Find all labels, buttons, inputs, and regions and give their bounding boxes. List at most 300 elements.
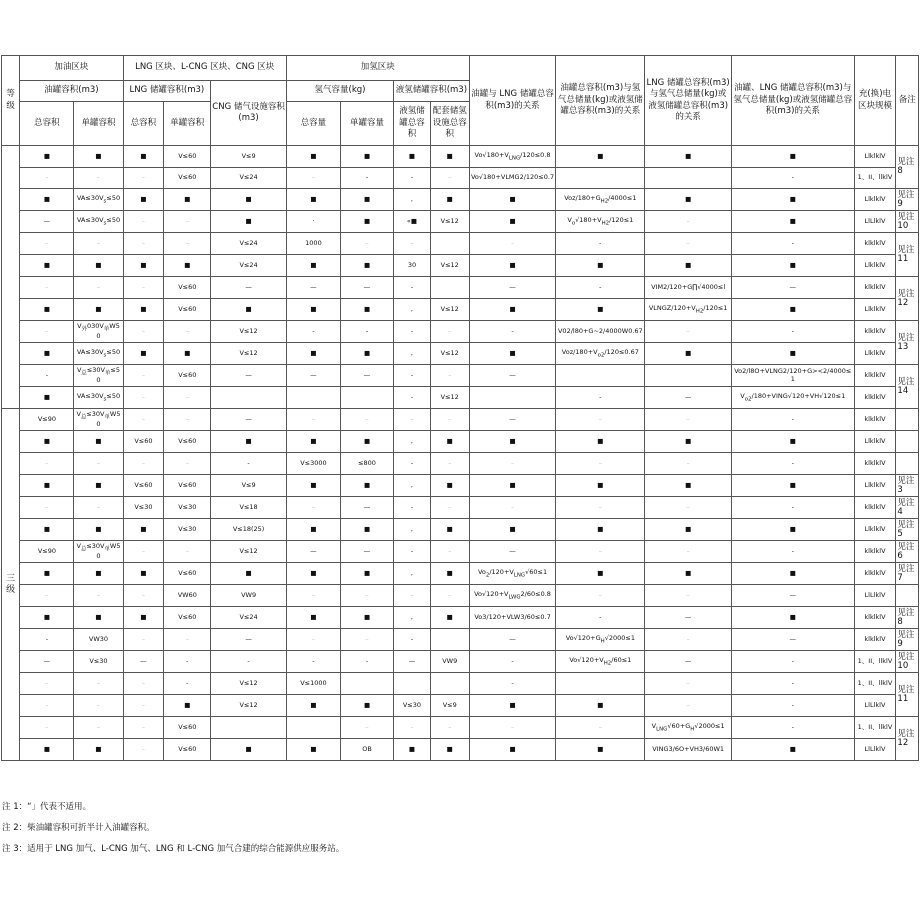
grade-cell xyxy=(2,146,20,409)
table-cell: — xyxy=(20,211,74,233)
table-cell: - xyxy=(20,629,74,651)
remark-cell: 见注9 xyxy=(896,189,919,211)
table-row xyxy=(2,651,919,673)
table-cell: , xyxy=(394,475,431,497)
table-cell: — xyxy=(732,629,855,651)
table-cell xyxy=(430,277,469,299)
table-cell: – xyxy=(164,629,211,651)
header-lng-zone: LNG 区块、L-CNG 区块、CNG 区块 xyxy=(123,56,286,81)
table-cell: ■ xyxy=(211,563,287,585)
table-cell: ■ xyxy=(286,255,340,277)
table-cell: ■ xyxy=(340,343,393,365)
table-cell: LlklklV xyxy=(854,519,896,541)
table-cell: ■ xyxy=(20,189,74,211)
table-cell: – xyxy=(20,497,74,519)
table-cell: – xyxy=(286,585,340,607)
table-cell: - xyxy=(556,607,645,629)
table-cell: ■ xyxy=(286,563,340,585)
table-cell: – xyxy=(123,233,164,255)
table-cell: V≤12 xyxy=(211,695,287,717)
table-cell: V≤60 xyxy=(164,607,211,629)
table-cell: – xyxy=(123,585,164,607)
table-cell: — xyxy=(394,651,431,673)
table-cell: ■ xyxy=(74,739,123,761)
table-cell: V≤12 xyxy=(211,673,287,695)
table-cell: ■ xyxy=(430,431,469,453)
table-cell: , xyxy=(394,189,431,211)
table-cell: V≤90 xyxy=(20,409,74,431)
table-cell: — xyxy=(286,541,340,563)
table-cell: ■ xyxy=(286,607,340,629)
table-cell: ■ xyxy=(430,475,469,497)
table-cell: ■ xyxy=(430,563,469,585)
table-row xyxy=(2,585,919,607)
table-cell: V≤60 xyxy=(123,431,164,453)
table-cell: klklklV xyxy=(854,629,896,651)
table-cell: V≤9 xyxy=(211,475,287,497)
table-cell: – xyxy=(123,717,164,739)
table-cell: LlklklV xyxy=(854,146,896,168)
table-cell: Voz/$180+V_{o2}/120\le 0.67$ xyxy=(556,343,645,365)
table-cell: ■ xyxy=(20,431,74,453)
table-cell: V≤30 xyxy=(164,519,211,541)
table-cell xyxy=(556,673,645,695)
table-cell: - xyxy=(732,651,855,673)
table-cell: – xyxy=(164,541,211,563)
table-cell: ■ xyxy=(286,475,340,497)
table-cell: ■ xyxy=(469,211,556,233)
header-remark: 备注 xyxy=(896,56,919,146)
table-cell: - xyxy=(394,387,431,409)
table-cell: – xyxy=(430,717,469,739)
table-cell: $Vo√120+G_H√2000\le 1$ xyxy=(556,629,645,651)
table-cell: ■ xyxy=(732,146,855,168)
table-cell: «■ xyxy=(394,211,431,233)
table-cell xyxy=(211,717,287,739)
table-cell: – xyxy=(74,453,123,475)
table-cell: ■ xyxy=(469,343,556,365)
table-cell: – xyxy=(74,585,123,607)
table-cell: — xyxy=(732,585,855,607)
header-lng-single: 单罐容积 xyxy=(164,102,211,146)
table-cell: 1000 xyxy=(286,233,340,255)
table-row xyxy=(2,365,919,387)
table-cell: V≤60 xyxy=(164,168,211,189)
table-cell: – xyxy=(164,321,211,343)
table-cell: — xyxy=(645,651,732,673)
table-cell: - xyxy=(732,409,855,431)
table-cell: ■ xyxy=(340,475,393,497)
table-cell: ■ xyxy=(469,189,556,211)
table-cell: - xyxy=(20,365,74,387)
header-charging-scale: 充(换)电区块规模 xyxy=(854,56,896,146)
table-cell: - xyxy=(340,651,393,673)
table-cell: – xyxy=(645,497,732,519)
table-cell: – xyxy=(469,497,556,519)
table-row xyxy=(2,189,919,211)
table-cell: – xyxy=(430,585,469,607)
table-cell xyxy=(394,673,431,695)
remark-cell: 见注9 xyxy=(896,629,919,651)
remark-cell: 见注7 xyxy=(896,563,919,585)
remark-cell: 见注11 xyxy=(896,673,919,717)
table-cell: - xyxy=(211,651,287,673)
table-cell: ■ xyxy=(340,563,393,585)
table-row xyxy=(2,146,919,168)
header-h2-total: 总容量 xyxy=(286,102,340,146)
table-cell: – xyxy=(20,321,74,343)
table-cell: – xyxy=(164,387,211,409)
table-cell: - xyxy=(394,541,431,563)
table-cell: — xyxy=(340,277,393,299)
table-row xyxy=(2,277,919,299)
table-cell: – xyxy=(430,541,469,563)
table-cell: ■ xyxy=(430,519,469,541)
table-cell: ■ xyxy=(20,607,74,629)
table-cell: $V_{LNG}√60+G_H√2000\le 1$ xyxy=(645,717,732,739)
table-cell: - xyxy=(164,651,211,673)
table-cell: – xyxy=(645,321,732,343)
table-cell: - xyxy=(164,673,211,695)
table-cell: – xyxy=(20,717,74,739)
table-cell: – xyxy=(469,717,556,739)
table-cell: LlLlklV xyxy=(854,739,896,761)
table-cell: – xyxy=(430,409,469,431)
remark-cell xyxy=(896,409,919,431)
table-cell: – xyxy=(164,453,211,475)
table-cell xyxy=(286,717,340,739)
remark-cell: 见注4 xyxy=(896,497,919,519)
header-lng-tank-capacity: LNG 储罐容积(m3) xyxy=(123,81,211,102)
table-cell: - xyxy=(394,453,431,475)
table-cell: - xyxy=(732,717,855,739)
table-cell: ■ xyxy=(732,211,855,233)
table-cell: LlklklV xyxy=(854,189,896,211)
table-cell: ■ xyxy=(74,563,123,585)
table-cell: $VA\le 30V_s\le 50$ xyxy=(74,387,123,409)
table-cell: klklklV xyxy=(854,365,896,387)
table-cell: — xyxy=(469,365,556,387)
table-cell: 1、II、llklV xyxy=(854,651,896,673)
table-cell: Vo3/120+VLW3/60≤0.7 xyxy=(469,607,556,629)
table-cell: V≤60 xyxy=(164,475,211,497)
table-cell: - xyxy=(556,387,645,409)
table-cell: - xyxy=(732,673,855,695)
table-cell: — xyxy=(20,651,74,673)
table-cell: – xyxy=(430,321,469,343)
header-h2-mass: 氢气容量(kg) xyxy=(286,81,393,102)
table-cell: – xyxy=(556,409,645,431)
table-cell: VW30 xyxy=(74,629,123,651)
table-cell: – xyxy=(74,673,123,695)
table-cell: – xyxy=(74,717,123,739)
table-cell: – xyxy=(645,695,732,717)
table-cell: $V_总\le 30V_单\le 50$ xyxy=(74,365,123,387)
header-lng-total: 总容积 xyxy=(123,102,164,146)
table-cell: ■ xyxy=(732,563,855,585)
table-cell: — xyxy=(732,277,855,299)
table-cell: ■ xyxy=(556,519,645,541)
header-oil-total: 总容积 xyxy=(20,102,74,146)
table-cell: - xyxy=(469,321,556,343)
table-cell: - xyxy=(732,321,855,343)
table-cell: – xyxy=(645,233,732,255)
table-cell: ■ xyxy=(556,695,645,717)
table-cell xyxy=(211,387,287,409)
table-cell: – xyxy=(286,497,340,519)
table-cell: 1、II、llklV xyxy=(854,168,896,189)
table-cell: V≤60 xyxy=(164,739,211,761)
table-cell: $Vo√120+V_{H2}/60\le 1$ xyxy=(556,651,645,673)
table-cell: ■ xyxy=(20,563,74,585)
table-cell: – xyxy=(20,168,74,189)
table-cell: ■ xyxy=(732,739,855,761)
grade-cell: 三级 xyxy=(2,409,20,761)
table-cell: ■ xyxy=(469,299,556,321)
table-cell: ■ xyxy=(286,519,340,541)
table-cell xyxy=(286,387,340,409)
table-cell: ■ xyxy=(732,519,855,541)
table-cell: V≤18(25) xyxy=(211,519,287,541)
table-cell: – xyxy=(556,541,645,563)
table-cell xyxy=(430,233,469,255)
table-cell: ■ xyxy=(732,255,855,277)
table-cell: 1、II、llklV xyxy=(854,717,896,739)
table-cell: ■ xyxy=(732,189,855,211)
table-cell: – xyxy=(74,233,123,255)
station-grade-table xyxy=(1,55,919,761)
table-cell: ■ xyxy=(20,387,74,409)
table-cell: V≤12 xyxy=(430,211,469,233)
header-h2-zone: 加氢区块 xyxy=(286,56,469,81)
footnote: 注 3：适用于 LNG 加气、L-CNG 加气、LNG 和 L-CNG 加气合建的综合能源供应服务站。 xyxy=(2,844,345,854)
header-lng-h2-relation: LNG 储罐总容积(m3)与氢气总储量(kg)或液氢储罐总容积(m3)的关系 xyxy=(645,56,732,146)
table-cell: - xyxy=(340,168,393,189)
table-cell: – xyxy=(20,673,74,695)
table-cell: $Vo√180+V_{LNG}/120\le 0.8$ xyxy=(469,146,556,168)
table-cell: ■ xyxy=(20,299,74,321)
table-cell: – xyxy=(430,497,469,519)
table-cell: – xyxy=(74,695,123,717)
table-cell: — xyxy=(286,277,340,299)
table-cell: - xyxy=(469,651,556,673)
table-cell: ■ xyxy=(20,255,74,277)
table-cell: klklklV xyxy=(854,409,896,431)
table-cell: – xyxy=(556,585,645,607)
table-cell: VIM2/120+G∏√4000≤l xyxy=(645,277,732,299)
table-cell: – xyxy=(123,673,164,695)
header-fuel-zone: 加油区块 xyxy=(20,56,123,81)
table-cell: – xyxy=(469,453,556,475)
table-cell: ■ xyxy=(211,189,287,211)
table-cell: ■ xyxy=(645,343,732,365)
table-row xyxy=(2,233,919,255)
table-cell: ■ xyxy=(211,211,287,233)
table-cell: , xyxy=(394,343,431,365)
table-cell: V≤60 xyxy=(164,365,211,387)
remark-cell: 见注3 xyxy=(896,475,919,497)
table-cell: ■ xyxy=(732,299,855,321)
table-cell: ■ xyxy=(123,255,164,277)
table-cell: ■ xyxy=(556,299,645,321)
table-cell: V≤60 xyxy=(164,146,211,168)
table-cell: klklklV xyxy=(854,277,896,299)
table-cell: – xyxy=(286,168,340,189)
table-cell: – xyxy=(556,453,645,475)
table-cell xyxy=(645,168,732,189)
table-cell: – xyxy=(394,585,431,607)
table-cell: klklklV xyxy=(854,497,896,519)
table-cell: ■ xyxy=(732,343,855,365)
table-cell: V≤9 xyxy=(211,146,287,168)
table-cell: V≤90 xyxy=(20,541,74,563)
table-row xyxy=(2,695,919,717)
footnotes xyxy=(2,797,344,860)
table-cell xyxy=(556,168,645,189)
table-cell: — xyxy=(469,277,556,299)
table-cell: ■ xyxy=(394,739,431,761)
table-cell: ■ xyxy=(20,146,74,168)
table-cell: ■ xyxy=(732,607,855,629)
table-cell: - xyxy=(394,497,431,519)
table-cell: - xyxy=(732,233,855,255)
table-cell: ■ xyxy=(164,343,211,365)
table-cell: – xyxy=(123,365,164,387)
table-cell: ■ xyxy=(211,431,287,453)
table-cell: — xyxy=(286,365,340,387)
table-cell: ■ xyxy=(211,299,287,321)
table-cell: — xyxy=(645,387,732,409)
table-cell: V≤60 xyxy=(164,277,211,299)
table-cell: ■ xyxy=(645,519,732,541)
table-row xyxy=(2,739,919,761)
table-cell: — xyxy=(469,409,556,431)
table-cell: – xyxy=(394,233,431,255)
table-cell: V≤60 xyxy=(164,563,211,585)
table-cell: ■ xyxy=(394,146,431,168)
table-cell: V≤60 xyxy=(164,717,211,739)
table-cell: V≤30 xyxy=(394,695,431,717)
table-cell: V≤1000 xyxy=(286,673,340,695)
table-cell: · xyxy=(286,211,340,233)
table-cell: – xyxy=(20,233,74,255)
table-cell: V≤12 xyxy=(430,299,469,321)
table-cell: — xyxy=(469,629,556,651)
table-cell: klklklV xyxy=(854,233,896,255)
table-row xyxy=(2,629,919,651)
table-cell: – xyxy=(123,321,164,343)
table-cell: ■ xyxy=(123,607,164,629)
table-cell: ■ xyxy=(340,255,393,277)
table-cell: – xyxy=(164,233,211,255)
table-cell: ■ xyxy=(340,211,393,233)
table-cell: – xyxy=(74,168,123,189)
table-cell: , xyxy=(394,519,431,541)
table-cell: klklklV xyxy=(854,453,896,475)
table-cell xyxy=(645,365,732,387)
table-cell: ■ xyxy=(123,519,164,541)
table-cell: – xyxy=(123,629,164,651)
table-cell: – xyxy=(340,233,393,255)
table-cell: V≤18 xyxy=(211,497,287,519)
table-cell: — xyxy=(340,365,393,387)
remark-cell: 见注12 xyxy=(896,277,919,321)
table-cell: ≤800 xyxy=(340,453,393,475)
table-cell: - xyxy=(394,629,431,651)
table-cell: $VA\le 30V_s\le 50$ xyxy=(74,189,123,211)
table-cell: - xyxy=(340,321,393,343)
table-cell: — xyxy=(211,409,287,431)
table-cell: – xyxy=(645,409,732,431)
table-cell: V≤30 xyxy=(123,497,164,519)
table-row xyxy=(2,255,919,277)
table-row xyxy=(2,497,919,519)
table-cell: ■ xyxy=(20,343,74,365)
table-cell: ■ xyxy=(340,431,393,453)
table-cell: ■ xyxy=(469,255,556,277)
table-cell: – xyxy=(164,211,211,233)
table-cell: – xyxy=(645,673,732,695)
table-cell: ■ xyxy=(469,695,556,717)
table-row xyxy=(2,211,919,233)
table-cell: – xyxy=(123,453,164,475)
table-row xyxy=(2,475,919,497)
table-row xyxy=(2,717,919,739)
table-cell: ■ xyxy=(123,146,164,168)
table-cell: ■ xyxy=(164,255,211,277)
table-cell: ■ xyxy=(123,343,164,365)
table-cell xyxy=(340,387,393,409)
table-cell: ■ xyxy=(74,146,123,168)
table-cell: klklklV xyxy=(854,563,896,585)
table-cell: — xyxy=(211,277,287,299)
table-cell xyxy=(556,365,645,387)
table-cell: – xyxy=(20,277,74,299)
header-cng-capacity: CNG 储气设施容积(m3) xyxy=(211,81,287,146)
table-cell: VW60 xyxy=(164,585,211,607)
table-cell: ■ xyxy=(20,475,74,497)
header-oil-single: 单罐容积 xyxy=(74,102,123,146)
table-cell: - xyxy=(211,453,287,475)
table-cell: $V_o√180+V_{H2}/120\le 1$ xyxy=(556,211,645,233)
remark-cell: 见注10 xyxy=(896,211,919,233)
table-cell: ■ xyxy=(286,431,340,453)
header-grade: 等级 xyxy=(2,56,20,146)
table-cell: ■ xyxy=(74,431,123,453)
table-cell: ■ xyxy=(340,607,393,629)
table-cell: V≤12 xyxy=(430,343,469,365)
table-cell: ■ xyxy=(340,189,393,211)
table-cell: $V_总\le 30V_单W50$ xyxy=(74,409,123,431)
table-cell: ■ xyxy=(732,431,855,453)
table-cell: LlLlklV xyxy=(854,695,896,717)
table-cell: – xyxy=(123,409,164,431)
table-cell: LlklklV xyxy=(854,255,896,277)
table-cell: - xyxy=(556,233,645,255)
table-cell: – xyxy=(645,541,732,563)
table-cell: - xyxy=(394,168,431,189)
table-cell: – xyxy=(394,409,431,431)
table-row xyxy=(2,673,919,695)
remark-cell: 见注14 xyxy=(896,365,919,409)
table-cell: — xyxy=(123,651,164,673)
table-cell: ■ xyxy=(732,475,855,497)
table-row xyxy=(2,299,919,321)
table-cell: ■ xyxy=(556,563,645,585)
table-cell: $VA\le 30V_s\le 50$ xyxy=(74,211,123,233)
table-cell: , xyxy=(394,431,431,453)
table-cell: Voz/$180+G_{H2}/4000\le 1$ xyxy=(556,189,645,211)
